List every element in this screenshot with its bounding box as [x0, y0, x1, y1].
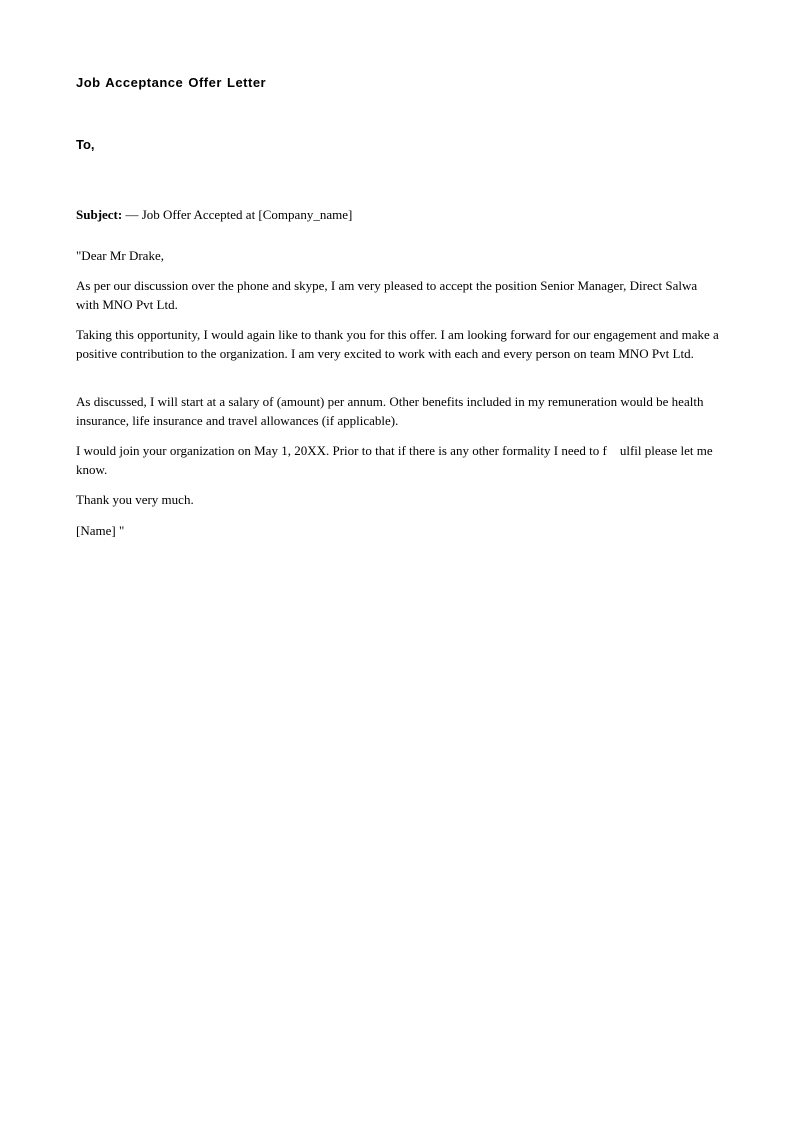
paragraph-joining-date: I would join your organization on May 1, 20XX. Prior to that if there is any other formality I need to f ulfil please let me know.: [76, 443, 716, 477]
subject-text: — Job Offer Accepted at [Company_name]: [122, 207, 353, 222]
paragraph-salary: As discussed, I will start at a salary of (amount) per annum. Other benefits included in my remuneration would be health insurance, life insurance and travel allowances (if applicable).: [76, 394, 704, 428]
subject-label: Subject:: [76, 207, 123, 222]
subject-line: [76, 206, 721, 225]
paragraph-closing: Thank you very much.: [76, 492, 194, 507]
letter-title: Job Acceptance Offer Letter: [76, 75, 267, 90]
paragraph-thanks: Taking this opportunity, I would again like to thank you for this offer. I am looking forward for our engagement and make a positive contribution to the organization. I am very excited to work with each and every person on team MNO Pvt Ltd.: [76, 327, 719, 361]
greeting: "Dear Mr Drake,: [76, 248, 164, 263]
paragraph-position: As per our discussion over the phone and skype, I am very pleased to accept the position Senior Manager, Direct Salwa with MNO Pvt Ltd.: [76, 278, 698, 312]
signature: [Name] ": [76, 523, 125, 538]
recipient-label: To,: [76, 137, 95, 152]
